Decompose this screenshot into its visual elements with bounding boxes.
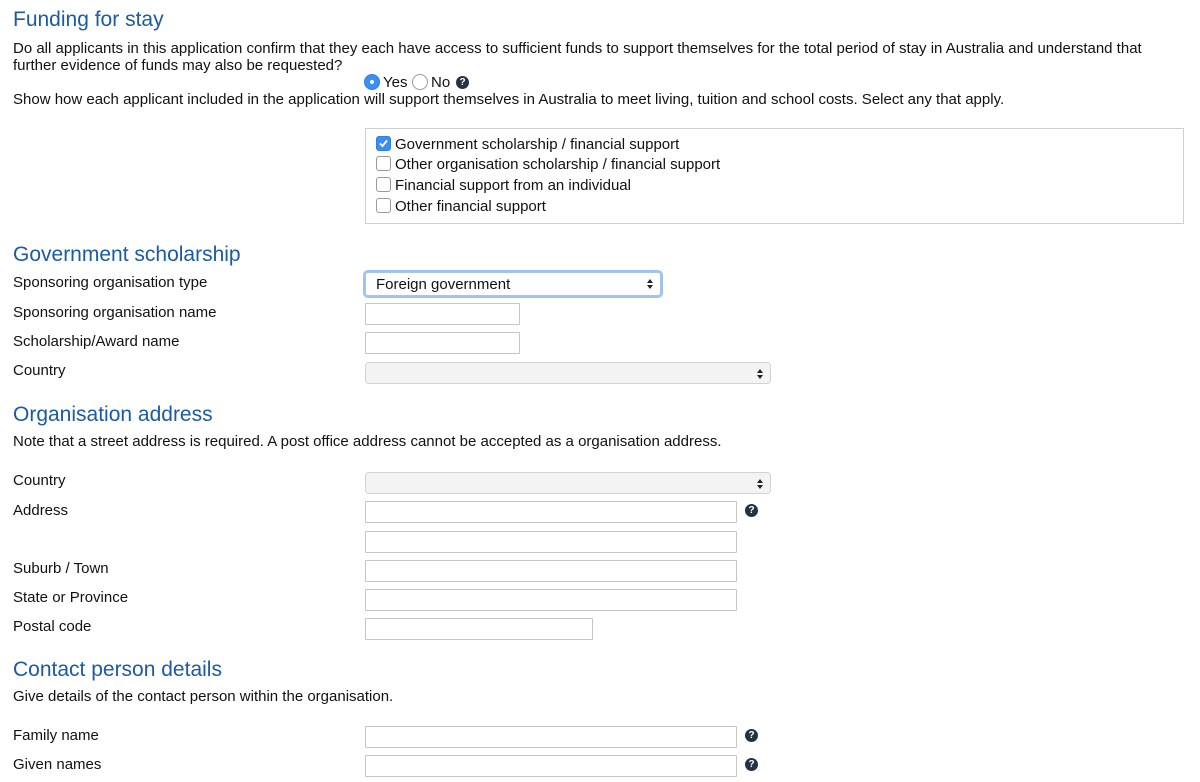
help-icon[interactable]: ? [745,504,758,517]
yes-label[interactable]: Yes [383,74,408,91]
org-name-label: Sponsoring organisation name [13,304,217,321]
option-label-other-financial[interactable]: Other financial support [395,198,546,215]
state-input[interactable] [365,589,737,611]
state-label: State or Province [13,589,129,606]
checkbox-individual-support[interactable] [376,177,391,192]
award-name-label: Scholarship/Award name [13,333,180,350]
address-note: Note that a street address is required. A post office address cannot be accepted as a organisation address. [13,433,722,450]
option-label-individual[interactable]: Financial support from an individual [395,177,631,194]
option-label-other-organisation[interactable]: Other organisation scholarship / financial support [395,156,721,173]
checkmark-icon [377,137,390,150]
checkbox-other-organisation[interactable] [376,156,391,171]
checkbox-government-scholarship[interactable] [376,136,391,151]
select-arrows-icon [646,277,654,291]
help-icon[interactable]: ? [456,76,469,89]
award-name-input[interactable] [365,332,520,354]
scholarship-title: Government scholarship [13,243,241,266]
address-country-label: Country [13,472,66,489]
address-label: Address [13,502,69,519]
postal-input[interactable] [365,618,593,640]
scholarship-country-select[interactable] [365,362,771,384]
org-type-label: Sponsoring organisation type [13,274,208,291]
postal-label: Postal code [13,618,92,635]
no-label[interactable]: No [431,74,451,91]
org-type-value: Foreign government [376,276,511,293]
yes-radio[interactable] [364,74,380,90]
contact-title: Contact person details [13,658,222,681]
org-name-input[interactable] [365,303,520,325]
option-label-government[interactable]: Government scholarship / financial support [395,136,680,153]
org-type-select[interactable] [365,272,661,296]
address-country-select[interactable] [365,472,771,494]
contact-note: Give details of the contact person within the organisation. [13,688,394,705]
no-radio[interactable] [412,74,428,90]
given-names-input[interactable] [365,755,737,777]
select-arrows-icon [756,367,764,381]
select-arrows-icon [756,477,764,491]
family-name-input[interactable] [365,726,737,748]
funding-question: Do all applicants in this application confirm that they each have access to sufficient funds to support themselves for the total period of stay in Australia and understand that further evidence of funds may also be requested? [13,40,1142,74]
help-icon[interactable]: ? [745,758,758,771]
funding-title: Funding for stay [13,8,164,31]
help-icon[interactable]: ? [745,729,758,742]
given-names-label: Given names [13,756,102,773]
support-prompt: Show how each applicant included in the application will support themselves in Australia to meet living, tuition and school costs. Select any that apply. [13,91,1005,108]
suburb-label: Suburb / Town [13,560,109,577]
family-name-label: Family name [13,727,99,744]
scholarship-country-label: Country [13,362,66,379]
address-line2-input[interactable] [365,531,737,553]
address-title: Organisation address [13,403,213,426]
suburb-input[interactable] [365,560,737,582]
checkbox-other-financial[interactable] [376,198,391,213]
address-line1-input[interactable] [365,501,737,523]
